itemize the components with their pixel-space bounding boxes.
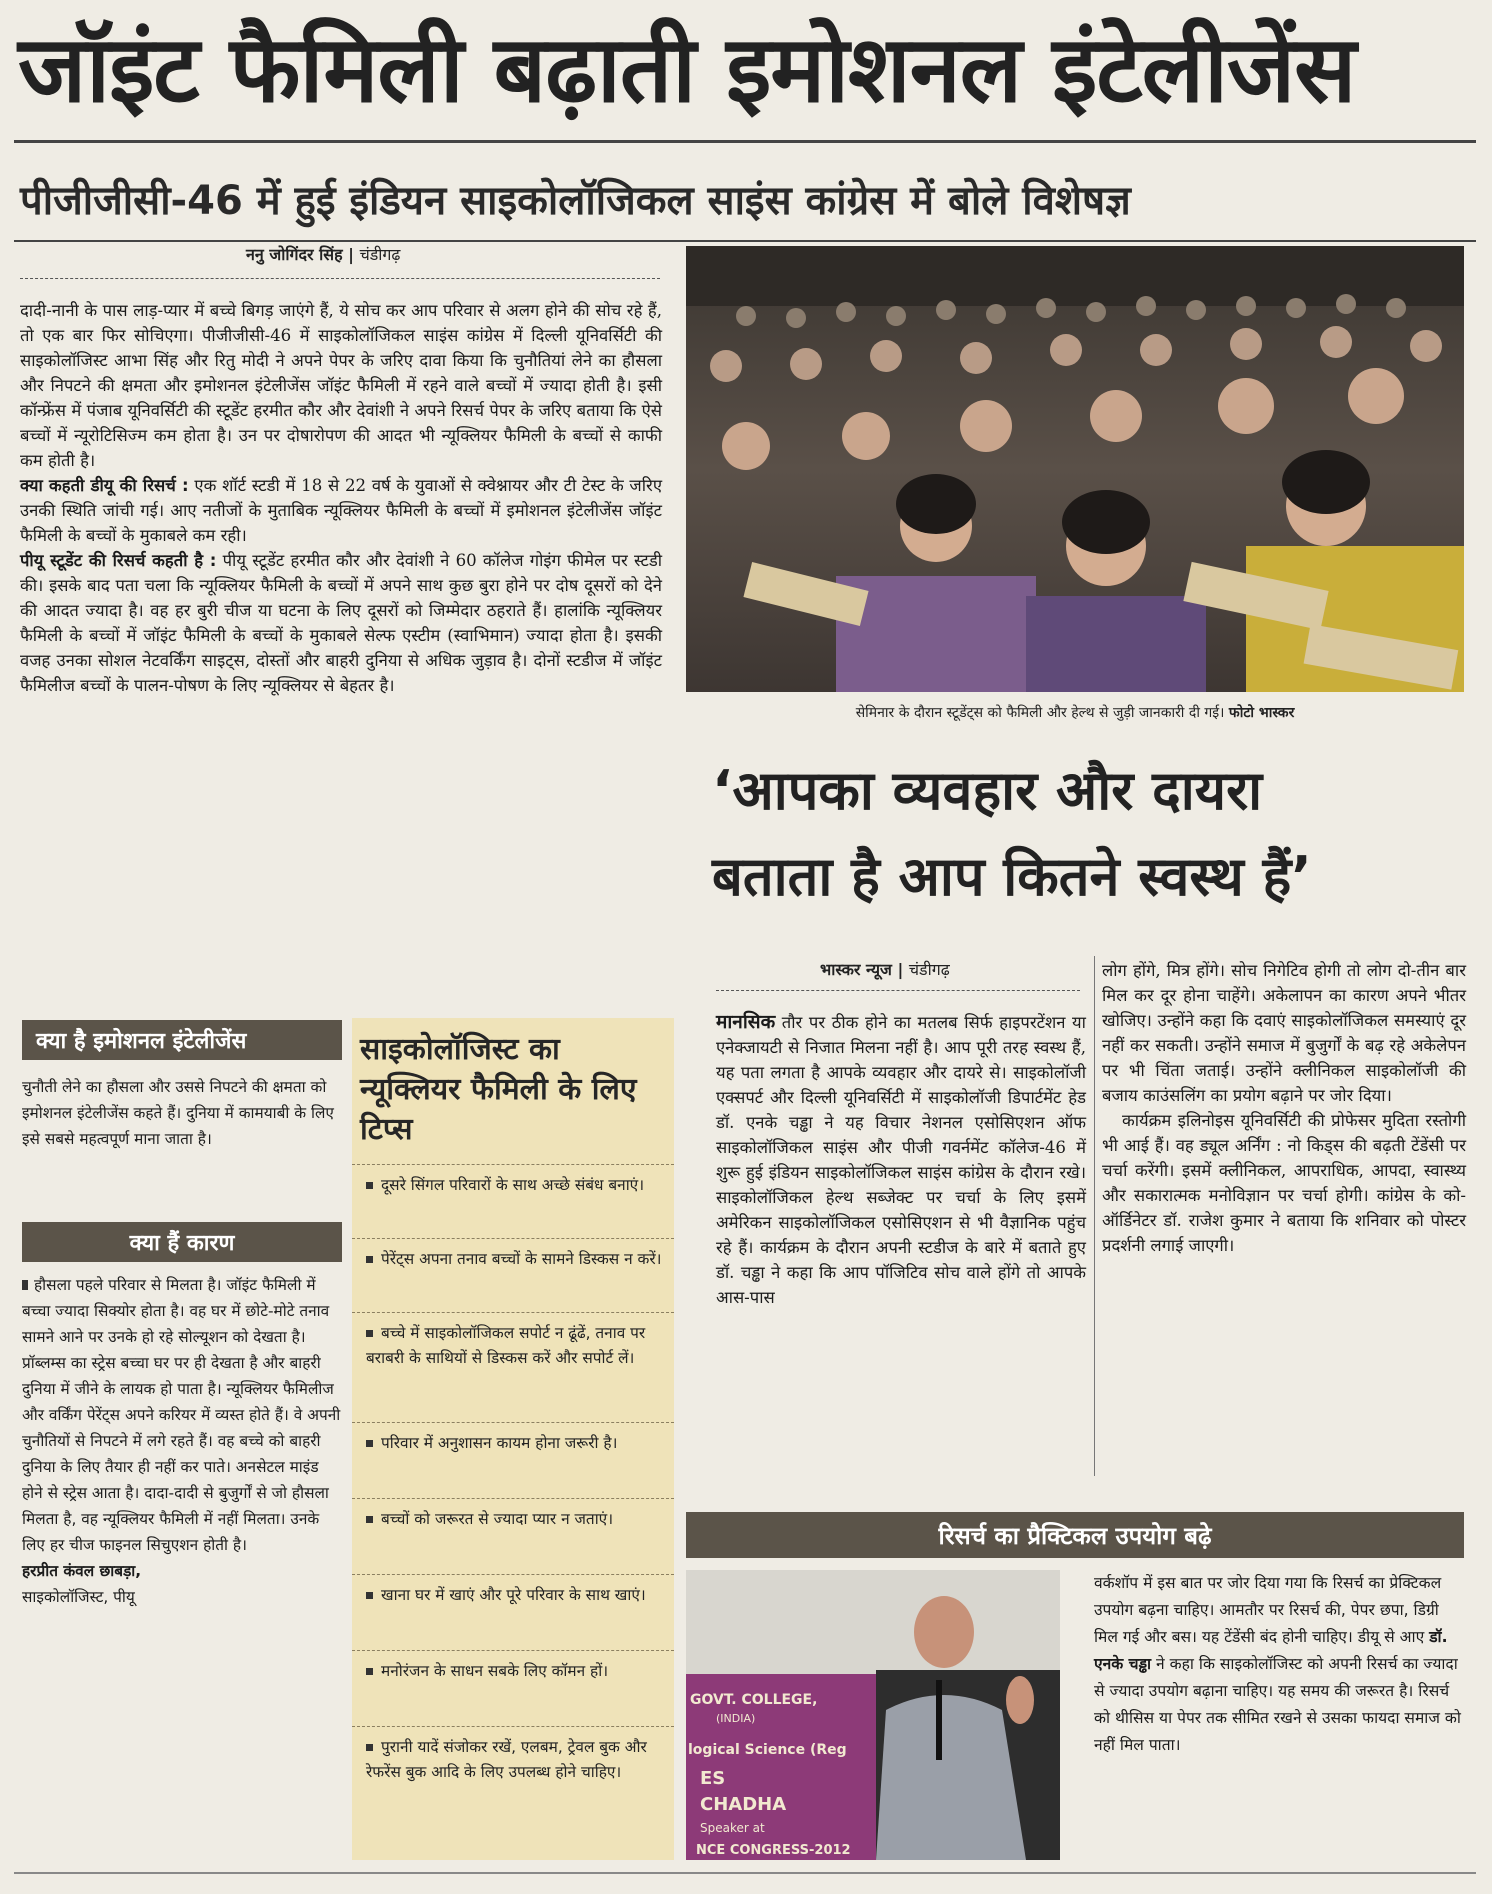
bullet-icon (366, 1516, 373, 1523)
seminar-photo (686, 246, 1464, 692)
banner-line: GOVT. COLLEGE, (690, 1692, 818, 1708)
reasons-author: हरप्रीत कंवल छाबड़ा, (22, 1562, 142, 1580)
du-research-heading: क्या कहती डीयू की रिसर्च : (20, 476, 189, 495)
research-box-title: रिसर्च का प्रैक्टिकल उपयोग बढ़े (686, 1512, 1464, 1558)
byline-city: चंडीगढ़ (359, 245, 401, 264)
byline-rule (20, 278, 660, 279)
second-article-col1-text: तौर पर ठीक होने का मतलब सिर्फ हाइपरटेंशन या एनेक्जायटी से निजात मिलना नहीं है। आप पूरी तरह स्वस्थ हैं, यह पता लगता है आपके व्यवहार और दायरे से। साइकोलॉजी एक्सपर्ट और दिल्ली यूनिवर्सिटी में साइकोलॉजी डिपार्टमेंट हेड डॉ. एनके चड्ढा ने यह विचार नेशनल एसोसिएशन ऑफ साइकोलॉजिकल साइंस और पीजी गवर्नमेंट कॉलेज-46 में शुरू हुई इंडियन साइकोलॉजिकल साइंस कांग्रेस के दौरान रखे।साइकोलॉजिकल हेल्थ सब्जेक्ट पर चर्चा के लिए इसमें अमेरिकन साइकोलॉजिकल एसोसिएशन से भी वैज्ञानिक पहुंच रहे हैं। कार्यक्रम के दौरान अपनी स्टडीज के बारे में बताते हुए डॉ. चड्ढा ने कहा कि आप पॉजिटिव सोच वाले होंगे तो आपके आस-पास (716, 1013, 1086, 1307)
bottom-rule (14, 1872, 1476, 1874)
bullet-icon (366, 1182, 373, 1189)
headline-rule (14, 140, 1476, 143)
research-box-text (1094, 1570, 1466, 1860)
second-byline-name: भास्कर न्यूज (820, 960, 892, 979)
tip-item: खाना घर में खाएं और पूरे परिवार के साथ खाएं। (352, 1574, 674, 1650)
tips-box-title: साइकोलॉजिस्ट का न्यूक्लियर फैमिली के लिए टिप्स (360, 1032, 637, 1147)
second-article-col2-p2: कार्यक्रम इलिनोइस यूनिवर्सिटी की प्रोफेसर मुदिता रस्तोगी भी आई हैं। वह ड्यूल अर्निंग : नो किड्स की बढ़ती टेंडेंसी पर चर्चा करेंगी। इसमें क्लीनिकल, आपराधिक, आपदा, स्वास्थ्य और सकारात्मक मनोविज्ञान पर चर्चा होगी। कांग्रेस के को-ऑर्डिनेटर डॉ. राजेश कुमार ने बताया कि शनिवार को पोस्टर प्रदर्शनी लगाई जाएगी। (1102, 1111, 1466, 1255)
main-article-intro: दादी-नानी के पास लाड़-प्यार में बच्चे बिगड़ जाएंगे हैं, ये सोच कर आप परिवार से अलग होने की सोच रहे हैं, तो एक बार फिर सोचिएगा। पीजीजीसी-46 में साइकोलॉजिकल साइंस कांग्रेस में दिल्ली यूनिवर्सिटी की साइकोलॉजिस्ट आभा सिंह और रितु मोदी ने अपने पेपर के जरिए दावा किया कि चुनौतियां लेने का हौसला और निपटने की क्षमता और इमोशनल इंटेलीजेंस जॉइंट फैमिली में रहने वाले बच्चों में ज्यादा होती है। इसी कॉन्फ्रेंस में पंजाब यूनिवर्सिटी की स्टूडेंट हरमीत कौर और देवांशी ने अपने रिसर्च पेपर के जरिए बताया कि ऐसे बच्चों में न्यूरोटिसिज्म कम होता है। उन पर दोषारोपण की आदत भी न्यूक्लियर फैमिली के बच्चों से काफी कम होती है। (20, 301, 662, 470)
second-byline-rule (716, 990, 1080, 991)
photo-caption-text: सेमिनार के दौरान स्टूडेंट्स को फैमिली और हेल्थ से जुड़ी जानकारी दी गई। (855, 705, 1225, 721)
second-article-col2 (1102, 958, 1466, 1458)
du-research-text: एक शॉर्ट स्टडी में 18 से 22 वर्ष के युवाओं से क्वेश्नायर और टी टेस्ट के जरिए उनकी स्थिति जांची गई। आए नतीजों के मुताबिक न्यूक्लियर फैमिली के बच्चों में इमोशनल इंटेलीजेंस जॉइंट फैमिली के बच्चों के मुकाबले कम रही। (20, 476, 663, 545)
tip-item: दूसरे सिंगल परिवारों के साथ अच्छे संबंध बनाएं। (352, 1164, 674, 1238)
bullet-icon (366, 1744, 373, 1751)
banner-line: (INDIA) (716, 1712, 756, 1725)
tip-item: बच्चे में साइकोलॉजिकल सपोर्ट न ढूंढें, तनाव पर बराबरी के साथियों से डिस्कस करें और सपोर्ट लें। (352, 1312, 674, 1422)
photo-caption (686, 700, 1464, 726)
tip-item: बच्चों को जरूरत से ज्यादा प्यार न जताएं। (352, 1498, 674, 1574)
bullet-icon (366, 1440, 373, 1447)
pu-research-text: पीयू स्टूडेंट हरमीत कौर और देवांशी ने 60 कॉलेज गोइंग फीमेल पर स्टडी की। इसके बाद पता चला कि न्यूक्लियर फैमिली के बच्चों में अपने साथ कुछ बुरा होने पर दोष दूसरों को देने की आदत ज्यादा है। वह हर बुरी चीज या घटना के लिए दूसरों को जिम्मेदार ठहराते हैं। हालांकि न्यूक्लियर फैमिली के बच्चों में जॉइंट फैमिली के बच्चों के मुकाबले सेल्फ एस्टीम (स्वाभिमान) ज्यादा होता है। इसकी वजह उनका सोशल नेटवर्किंग साइट्स, दोस्तों और बाहरी दुनिया से अधिक जुड़ाव है। दोनों स्टडीज में जॉइंट फैमिलीज बच्चों के पालन-पोषण के लिए न्यूक्लियर से बेहतर है। (20, 551, 662, 695)
banner-line: Speaker at (700, 1821, 765, 1835)
banner-line: ES (700, 1768, 726, 1789)
main-article (20, 298, 662, 990)
bullet-icon (366, 1668, 373, 1675)
second-byline: भास्कर न्यूज | चंडीगढ़ (820, 960, 950, 979)
column-divider (1094, 956, 1095, 1476)
research-text-after: ने कहा कि साइकोलॉजिस्ट को अपनी रिसर्च का ज्यादा से ज्यादा उपयोग बढ़ाना चाहिए। यह समय की जरूरत है। रिसर्च को थीसिस या पेपर तक सीमित रखने से उसका फायदा समाज को नहीं मिल पाता। (1094, 1655, 1461, 1754)
tips-box (352, 1018, 674, 1860)
reasons-author-title: साइकोलॉजिस्ट, पीयू (22, 1588, 135, 1606)
banner-line: NCE CONGRESS-2012 (696, 1843, 851, 1858)
banner-line: CHADHA (700, 1794, 787, 1815)
byline: ननु जोगिंदर सिंह | चंडीगढ़ (246, 245, 401, 264)
second-headline-line1: ‘आपका व्यवहार और दायरा (712, 759, 1263, 822)
research-text-bold: डॉ. एनके चड्ढा (1094, 1628, 1448, 1673)
reasons-box (22, 1272, 344, 1772)
pu-research-heading: पीयू स्टूडेंट की रिसर्च कहती है : (20, 551, 217, 570)
headline: जॉइंट फैमिली बढ़ाती इमोशनल इंटेलीजेंस (18, 16, 1356, 123)
second-article-col2-p1: लोग होंगे, मित्र होंगे। सोच निगेटिव होगी तो लोग दो-तीन बार मिल कर दूर होना चाहेंगे। अकेलापन का कारण अपने भीतर खोजिए। उन्होंने कहा कि दवाएं साइकोलॉजिकल समस्याएं दूर नहीं कर सकती। उन्होंने समाज में बुजुर्गों के बढ़ रहे अकेलेपन पर भी चिंता जताई। उन्होंने क्लीनिकल साइकोलॉजी की बजाय काउंसलिंग का प्रयोग बढ़ाने पर जोर दिया। (1102, 961, 1466, 1105)
reasons-box-title: क्या हैं कारण (22, 1222, 342, 1262)
speaker-image (686, 1570, 1060, 1860)
subheadline: पीजीजीसी-46 में हुई इंडियन साइकोलॉजिकल साइंस कांग्रेस में बोले विशेषज्ञ (20, 178, 1131, 224)
bullet-icon (366, 1592, 373, 1599)
tip-item: पेरेंट्स अपना तनाव बच्चों के सामने डिस्कस न करें। (352, 1238, 674, 1312)
emotional-box-text: चुनौती लेने का हौसला और उससे निपटने की क्षमता को इमोशनल इंटेलीजेंस कहते हैं। दुनिया में कामयाबी के लिए इसे सबसे महत्वपूर्ण माना जाता है। (22, 1078, 334, 1148)
second-headline-line2: बताता है आप कितने स्वस्थ हैं’ (712, 845, 1312, 908)
bullet-icon (366, 1330, 373, 1337)
subhead-rule (14, 240, 1476, 242)
seminar-audience-image (686, 246, 1464, 692)
byline-name: ननु जोगिंदर सिंह (246, 245, 343, 264)
reasons-box-text: हौसला पहले परिवार से मिलता है। जॉइंट फैमिली में बच्चा ज्यादा सिक्योर होता है। वह घर में छोटे-मोटे तनाव सामने आने पर उनके हो रहे सोल्यूशन को देखता है। प्रॉब्लम्स का स्ट्रेस बच्चा घर पर ही देखता है और बाहरी दुनिया में जीने के लायक हो पाता है। न्यूक्लियर फैमिलीज और वर्किंग पेरेंट्स अपने करियर में व्यस्त होते हैं। वे अपनी चुनौतियों से निपटने में लगे रहते हैं। वह बच्चे को बाहरी दुनिया के लिए तैयार ही नहीं कर पाते। अनसेटल माइंड होने से स्ट्रेस आता है। दादा-दादी से बुजुर्गों से जो हौसला मिलता है, वह न्यूक्लियर फैमिली में नहीं मिलता। उनके लिए हर चीज फाइनल सिचुएशन होती है। (22, 1276, 341, 1554)
bullet-icon (22, 1280, 28, 1290)
research-text-before: वर्कशॉप में इस बात पर जोर दिया गया कि रिसर्च का प्रेक्टिकल उपयोग बढ़ना चाहिए। आमतौर पर रिसर्च की, पेपर छपा, डिग्री मिल गई और बस। यह टेंडेंसी बंद होनी चाहिए। डीयू से आए (1094, 1574, 1442, 1646)
emotional-box-title: क्या है इमोशनल इंटेलीजेंस (22, 1020, 342, 1060)
speaker-photo (686, 1570, 1060, 1860)
second-article-headline (712, 748, 1472, 928)
tip-item: परिवार में अनुशासन कायम होना जरूरी है। (352, 1422, 674, 1498)
second-article-col1 (716, 1010, 1086, 1452)
photo-credit: फोटो भास्कर (1228, 705, 1295, 721)
second-byline-city: चंडीगढ़ (908, 960, 950, 979)
banner-line: logical Science (Reg (688, 1742, 847, 1758)
tip-item: पुरानी यादें संजोकर रखें, एलबम, ट्रेवल बुक और रेफरेंस बुक आदि के लिए उपलब्ध होने चाहिए। (352, 1726, 674, 1838)
second-article-lead: मानसिक (716, 1011, 776, 1033)
bullet-icon (366, 1256, 373, 1263)
tip-item: मनोरंजन के साधन सबके लिए कॉमन हों। (352, 1650, 674, 1726)
